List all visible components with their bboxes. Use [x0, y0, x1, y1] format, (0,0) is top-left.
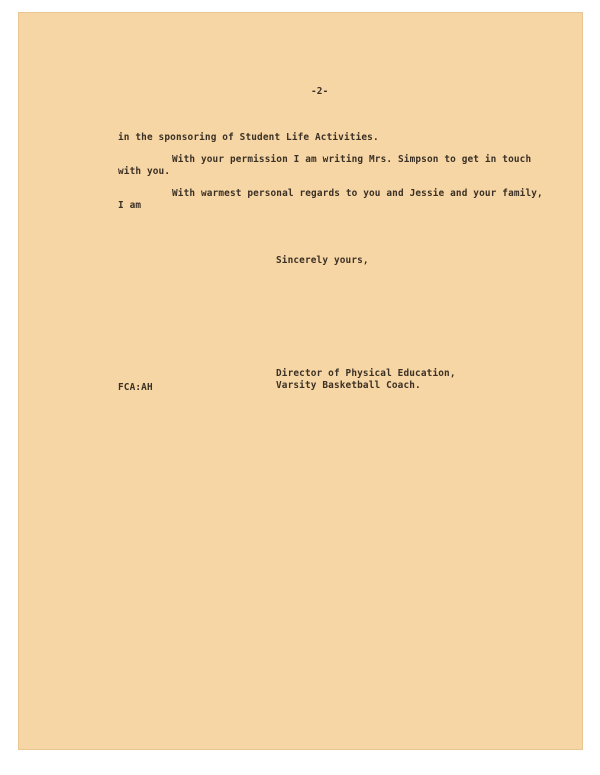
body-line: in the sponsoring of Student Life Activities. — [118, 132, 379, 143]
letter-page — [18, 12, 583, 750]
body-line: with you. — [118, 166, 171, 177]
body-line: I am — [118, 200, 142, 211]
signature-title-line: Varsity Basketball Coach. — [276, 380, 421, 391]
complimentary-close: Sincerely yours, — [276, 255, 369, 266]
page-number: -2- — [311, 86, 329, 97]
body-line: With your permission I am writing Mrs. Simpson to get in touch — [172, 154, 532, 165]
signature-title-line: Director of Physical Education, — [276, 368, 456, 379]
body-line: With warmest personal regards to you and Jessie and your family, — [172, 188, 543, 199]
reference-initials: FCA:AH — [118, 382, 153, 393]
